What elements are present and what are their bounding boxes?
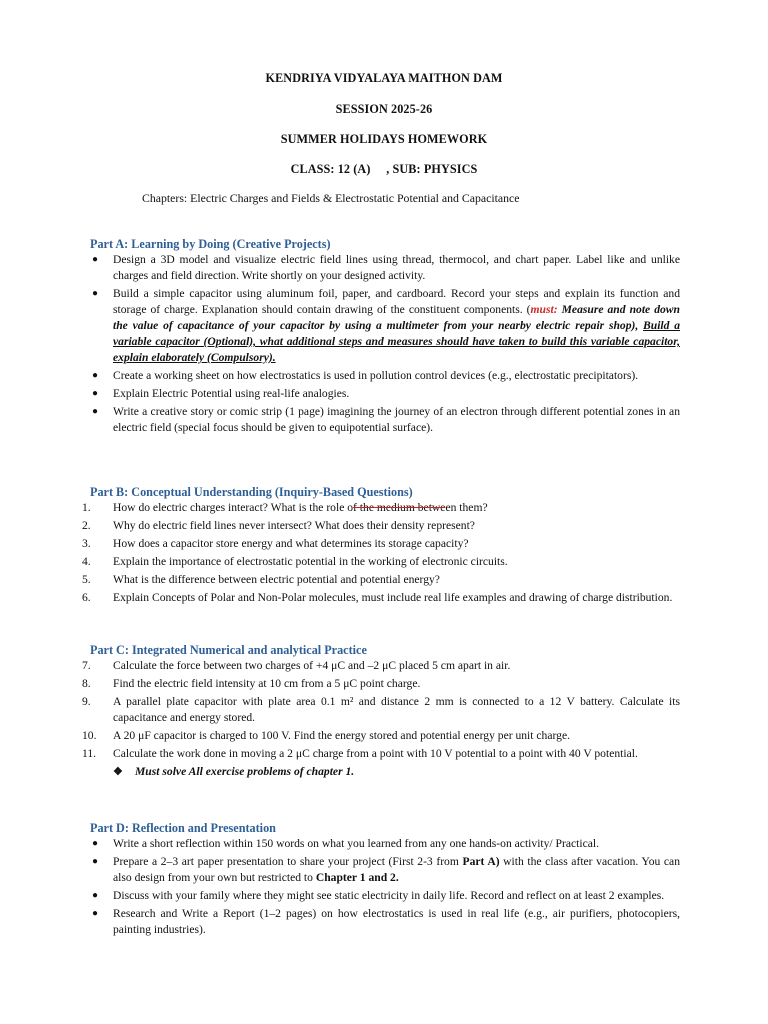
variable-capacitor-task: Build a variable capacitor (Optional), what additional steps and measures should have taken to build this variable capacitor, explain elaborately (Compulsory). — [113, 319, 680, 364]
list-item: 6. Explain Concepts of Polar and Non-Polar molecules, must include real life examples and drawing of charge distribution. — [82, 591, 673, 604]
list-item: 2. Why do electric field lines never intersect? What does their density represent? — [82, 519, 475, 532]
list-item: ● Write a creative story or comic strip (1 page) imagining the journey of an electron through different potential zones in an electric field (special focus should be given to equipotential surface). — [92, 405, 680, 434]
part-b-title: Part B: Conceptual Understanding (Inquiry-Based Questions) — [90, 485, 413, 499]
part-a-section — [90, 236, 680, 438]
list-item: 1. How do electric charges interact? What is the role of the medium between them? — [82, 501, 488, 514]
bullet-dot-icon: ● — [92, 370, 99, 381]
list-item: 4. Explain the importance of electrostatic potential in the working of electronic circuits. — [82, 555, 508, 568]
part-b-list — [82, 500, 680, 606]
bullet-dot-icon: ● — [92, 388, 99, 399]
list-item: 7. Calculate the force between two charges of +4 μC and –2 μC placed 5 cm apart in air. — [82, 659, 511, 672]
exercise-note: ❖ Must solve All exercise problems of chapter 1. — [113, 765, 355, 778]
list-item: ● Design a 3D model and visualize electric field lines using thread, thermocol, and chart paper. Label like and unlike charges and field direction. Write shortly on your designed activity. — [92, 253, 680, 282]
list-item: ● Discuss with your family where they might see static electricity in daily life. Record and reflect on at least 2 examples. — [92, 889, 665, 902]
bullet-dot-icon: ● — [92, 838, 99, 849]
list-item: 11. Calculate the work done in moving a 2 μC charge from a point with 10 V potential to a point with 40 V potential. — [82, 747, 638, 760]
list-item: 9. A parallel plate capacitor with plate area 0.1 m² and distance 2 mm is connected to a 12 V battery. Calculate its capacitance and energy stored. — [82, 695, 680, 724]
list-item: ● Research and Write a Report (1–2 pages) on how electrostatics is used in real life (e.g., air purifiers, photocopiers, painting industries). — [92, 907, 680, 936]
list-item: 3. How does a capacitor store energy and what determines its storage capacity? — [82, 537, 469, 550]
class-subject-line: CLASS: 12 (A) , SUB: PHYSICS — [290, 162, 478, 176]
part-b-section — [82, 484, 680, 608]
school-name: KENDRIYA VIDYALAYA MAITHON DAM — [265, 71, 503, 85]
list-item: ● Create a working sheet on how electrostatics is used in pollution control devices (e.g., electrostatic precipitators). — [92, 369, 639, 382]
part-d-section — [90, 820, 680, 940]
bullet-dot-icon: ● — [92, 288, 99, 299]
list-item: ● Explain Electric Potential using real-life analogies. — [92, 387, 350, 400]
session-line: SESSION 2025-26 — [335, 102, 433, 116]
must-label: must: — [530, 303, 558, 316]
bullet-dot-icon: ● — [92, 856, 99, 867]
bullet-dot-icon: ● — [92, 254, 99, 265]
bullet-dot-icon: ● — [92, 908, 99, 919]
homework-title: SUMMER HOLIDAYS HOMEWORK — [280, 132, 488, 146]
chapters-line: Chapters: Electric Charges and Fields & Electrostatic Potential and Capacitance — [142, 191, 520, 205]
part-a-title: Part A: Learning by Doing (Creative Projects) — [90, 237, 331, 251]
list-item: 10. A 20 μF capacitor is charged to 100 V. Find the energy stored and potential energy per unit charge. — [82, 729, 570, 742]
part-d-list — [90, 836, 680, 938]
list-item: ● Prepare a 2–3 art paper presentation to share your project (First 2-3 from Part A) with the class after vacation. You can also design from your own but restricted to Chapter 1 and 2. — [92, 855, 680, 884]
part-d-title: Part D: Reflection and Presentation — [90, 821, 276, 835]
list-item: ● Build a simple capacitor using aluminum foil, paper, and cardboard. Record your steps and explain its function and storage of charge. Explanation should contain drawing of the constituent components. (must: Measure and note down the value of capacitance of your capacitor by using a multimeter from your nearby electric repair shop), Build a variable capacitor (Optional), what additional steps and measures should have taken to build this variable capacitor, explain elaborately (Compulsory). — [92, 287, 680, 364]
diamond-bullet-icon: ❖ — [113, 766, 123, 778]
bullet-dot-icon: ● — [92, 890, 99, 901]
bullet-dot-icon: ● — [92, 406, 99, 417]
part-c-title: Part C: Integrated Numerical and analytical Practice — [90, 643, 367, 657]
part-c-section — [82, 642, 680, 780]
part-c-list — [82, 658, 680, 762]
part-a-list — [90, 252, 680, 436]
list-item: ● Write a short reflection within 150 words on what you learned from any one hands-on activity/ Practical. — [92, 837, 600, 850]
list-item: 5. What is the difference between electric potential and potential energy? — [82, 573, 440, 586]
list-item: 8. Find the electric field intensity at 10 cm from a 5 μC point charge. — [82, 677, 421, 690]
